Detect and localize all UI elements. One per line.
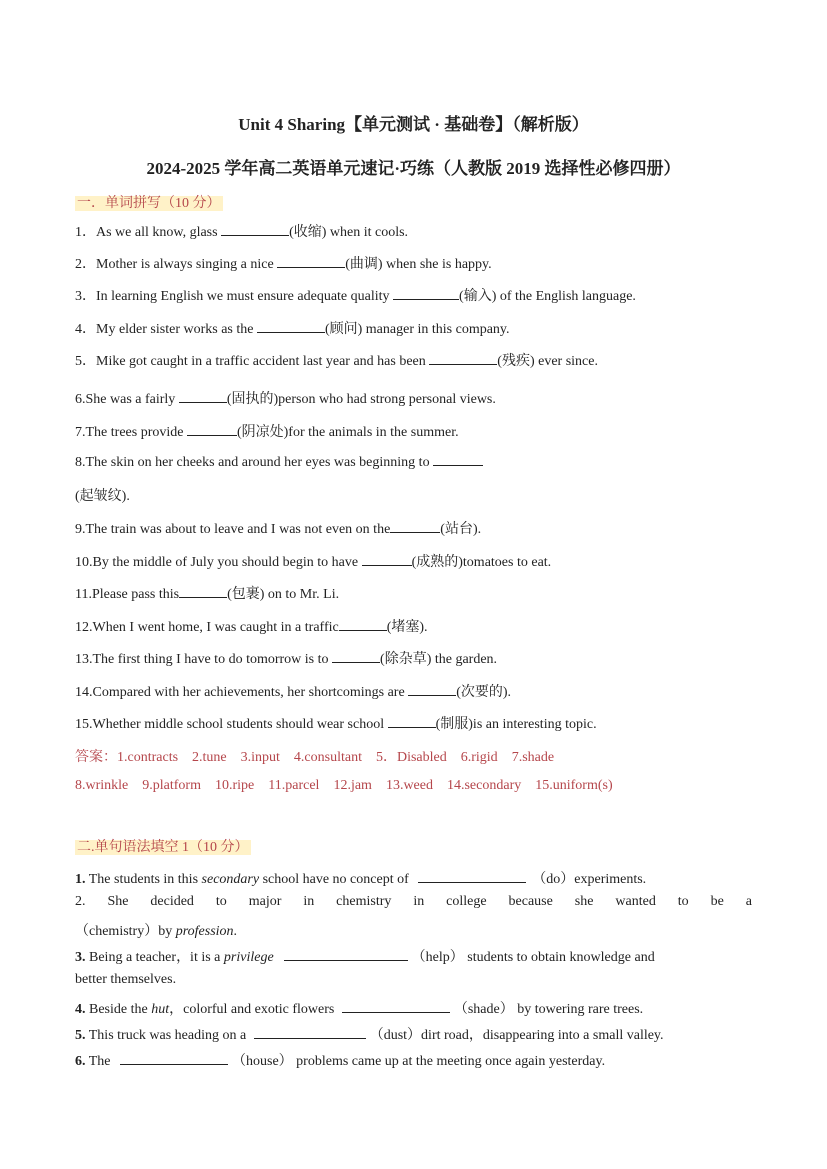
grammar-question-6: 6. The （house） problems came up at the meeting once again yesterday. [75, 1054, 606, 1069]
section2-heading: 二.单句语法填空 1（10 分） [77, 840, 249, 855]
list-item: 13.The first thing I have to do tomorrow is to (除杂草) the garden. [75, 652, 498, 667]
grammar-question-4: 4. Beside the hut，colorful and exotic flowers （shade） by towering rare trees. [75, 1002, 644, 1017]
grammar-question-3-cont: better themselves. [75, 972, 177, 987]
section1-heading: 一．单词拼写（10 分） [77, 196, 221, 211]
answer-blank[interactable] [221, 223, 289, 236]
answer-blank[interactable] [342, 1000, 450, 1013]
answer-blank[interactable] [332, 650, 380, 663]
answer-blank[interactable] [339, 618, 387, 631]
answer-blank[interactable] [120, 1052, 228, 1065]
answer-blank[interactable] [257, 320, 325, 333]
answer-blank[interactable] [393, 287, 459, 300]
answer-blank[interactable] [408, 683, 456, 696]
list-item: 5．Mike got caught in a traffic accident last year and has been (残疾) ever since. [75, 354, 598, 369]
list-item: 15.Whether middle school students should wear school (制服)is an interesting topic. [75, 717, 597, 732]
grammar-question-3: 3. Being a teacher，it is a privilege （help） students to obtain knowledge and [75, 950, 655, 965]
list-item: 10.By the middle of July you should begin to have (成熟的)tomatoes to eat. [75, 555, 552, 570]
answer-blank[interactable] [390, 520, 440, 533]
grammar-question-1: 1. The students in this secondary school have no concept of （do）experiments. [75, 872, 647, 887]
list-item: 11.Please pass this (包裹) on to Mr. Li. [75, 587, 340, 602]
list-item: 14.Compared with her achievements, her shortcomings are (次要的). [75, 685, 512, 700]
grammar-question-2-cont: （chemistry）by profession. [75, 924, 238, 939]
list-item: 7.The trees provide (阴凉处)for the animals in the summer. [75, 425, 459, 440]
list-item: 3．In learning English we must ensure adequate quality (输入) of the English language. [75, 289, 636, 304]
answer-blank[interactable] [284, 948, 408, 961]
list-item: 1．As we all know, glass (收缩) when it cools. [75, 225, 409, 240]
answer-key-row: 8.wrinkle 9.platform 10.ripe 11.parcel 12.jam 13.weed 14.secondary 15.uniform(s) [75, 778, 613, 793]
answer-blank[interactable] [418, 870, 526, 883]
answer-blank[interactable] [429, 352, 497, 365]
list-item: 9.The train was about to leave and I was not even on the (站台). [75, 522, 482, 537]
answer-blank[interactable] [187, 423, 237, 436]
list-item: 4．My elder sister works as the (顾问) manager in this company. [75, 322, 510, 337]
answer-blank[interactable] [362, 553, 412, 566]
answer-blank[interactable] [179, 585, 227, 598]
document-title: Unit 4 Sharing【单元测试 · 基础卷】（解析版） [238, 115, 589, 134]
answer-blank[interactable] [433, 453, 483, 466]
answer-key-row: 答案：1.contracts 2.tune 3.input 4.consultant 5．Disabled 6.rigid 7.shade [75, 750, 555, 765]
answer-blank[interactable] [254, 1026, 366, 1039]
list-item-continuation: (起皱纹). [75, 489, 130, 504]
list-item: 2．Mother is always singing a nice (曲调) when she is happy. [75, 257, 492, 272]
answer-blank[interactable] [277, 255, 345, 268]
answer-blank[interactable] [388, 715, 436, 728]
grammar-question-5: 5. This truck was heading on a （dust）dirt road，disappearing into a small valley. [75, 1028, 664, 1043]
grammar-question-2: 2. She decided to major in chemistry in college because she wanted to be a [75, 894, 752, 909]
document-subtitle: 2024-2025 学年高二英语单元速记·巧练（人教版 2019 选择性必修四册） [146, 159, 681, 178]
answer-blank[interactable] [179, 390, 227, 403]
list-item: 6.She was a fairly (固执的)person who had strong personal views. [75, 392, 496, 407]
list-item: 12.When I went home, I was caught in a traffic (堵塞). [75, 620, 428, 635]
list-item: 8.The skin on her cheeks and around her eyes was beginning to [75, 453, 483, 471]
